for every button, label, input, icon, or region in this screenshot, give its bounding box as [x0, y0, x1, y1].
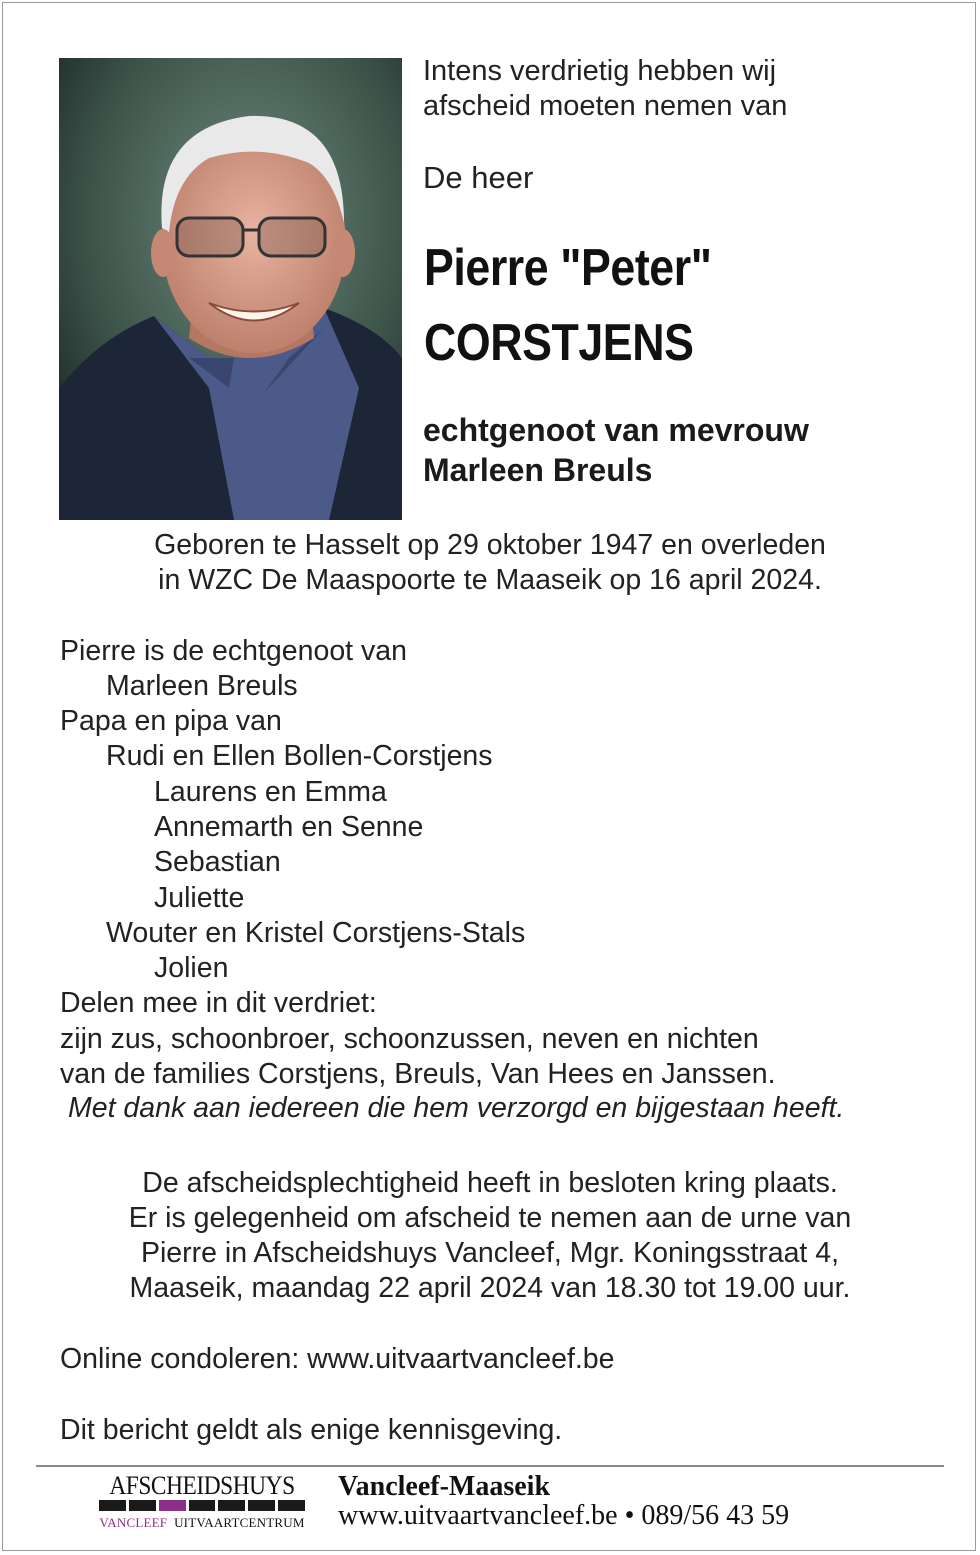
portrait-illustration [59, 58, 402, 520]
family-line: van de families Corstjens, Breuls, Van Hees en Janssen. [60, 1058, 776, 1090]
thanks-text: Met dank aan iedereen die hem verzorgd en bijgestaan heeft. [68, 1092, 845, 1124]
deceased-name-first: Pierre "Peter" [424, 239, 712, 297]
spouse-line [423, 410, 809, 490]
birth-line: Geboren te Hasselt op 29 oktober 1947 en overleden [154, 529, 826, 561]
funeral-home-name: Vancleef-Maaseik [338, 1471, 551, 1502]
family-line: Papa en pipa van [60, 705, 282, 737]
family-line: Pierre is de echtgenoot van [60, 635, 407, 667]
funeral-home-logo [99, 1471, 305, 1533]
family-line: Marleen Breuls [106, 670, 298, 702]
ceremony-line: Er is gelegenheid om afscheid te nemen aan de urne van [128, 1202, 852, 1234]
footer-divider [36, 1465, 944, 1467]
family-line: Wouter en Kristel Corstjens-Stals [106, 917, 526, 949]
birth-death-text [0, 528, 980, 598]
family-line: Delen mee in dit verdriet: [60, 987, 377, 1019]
logo-bar [99, 1500, 305, 1511]
ceremony-line: Maaseik, maandag 22 april 2024 van 18.30 tot 19.00 uur. [129, 1272, 851, 1304]
family-line: Juliette [154, 882, 245, 914]
family-line: Laurens en Emma [154, 776, 387, 808]
ceremony-line: Pierre in Afscheidshuys Vancleef, Mgr. Koningsstraat 4, [140, 1237, 840, 1269]
honorific: De heer [423, 160, 534, 195]
ceremony-line: De afscheidsplechtigheid heeft in besloten kring plaats. [142, 1167, 838, 1199]
logo-sub-right: UITVAARTCENTRUM [174, 1515, 305, 1530]
intro-line: afscheid moeten nemen van [423, 90, 788, 122]
portrait-photo [59, 58, 402, 520]
family-line: Rudi en Ellen Bollen-Corstjens [106, 740, 493, 772]
logo-sub-left: VANCLEEF [99, 1515, 168, 1530]
family-line: Sebastian [154, 846, 281, 878]
family-line: Annemarth en Senne [154, 811, 424, 843]
death-line: in WZC De Maaspoorte te Maaseik op 16 april 2024. [158, 564, 822, 596]
intro-line: Intens verdrietig hebben wij [423, 55, 777, 87]
ceremony-text [0, 1166, 980, 1306]
funeral-home-contact: www.uitvaartvancleef.be • 089/56 43 59 [338, 1500, 790, 1531]
logo-wordmark: AFSCHEIDSHUYS [109, 1471, 295, 1500]
spouse-name: Marleen Breuls [423, 452, 653, 488]
intro-text [423, 54, 787, 124]
spouse-intro: echtgenoot van mevrouw [423, 412, 809, 448]
family-line: Jolien [154, 952, 229, 984]
family-line: zijn zus, schoonbroer, schoonzussen, neven en nichten [60, 1023, 759, 1055]
deceased-name-last: CORSTJENS [424, 314, 694, 372]
notice-statement: Dit bericht geldt als enige kennisgeving. [60, 1414, 563, 1446]
logo-subline [99, 1515, 305, 1531]
online-condolence: Online condoleren: www.uitvaartvancleef.be [60, 1343, 615, 1375]
